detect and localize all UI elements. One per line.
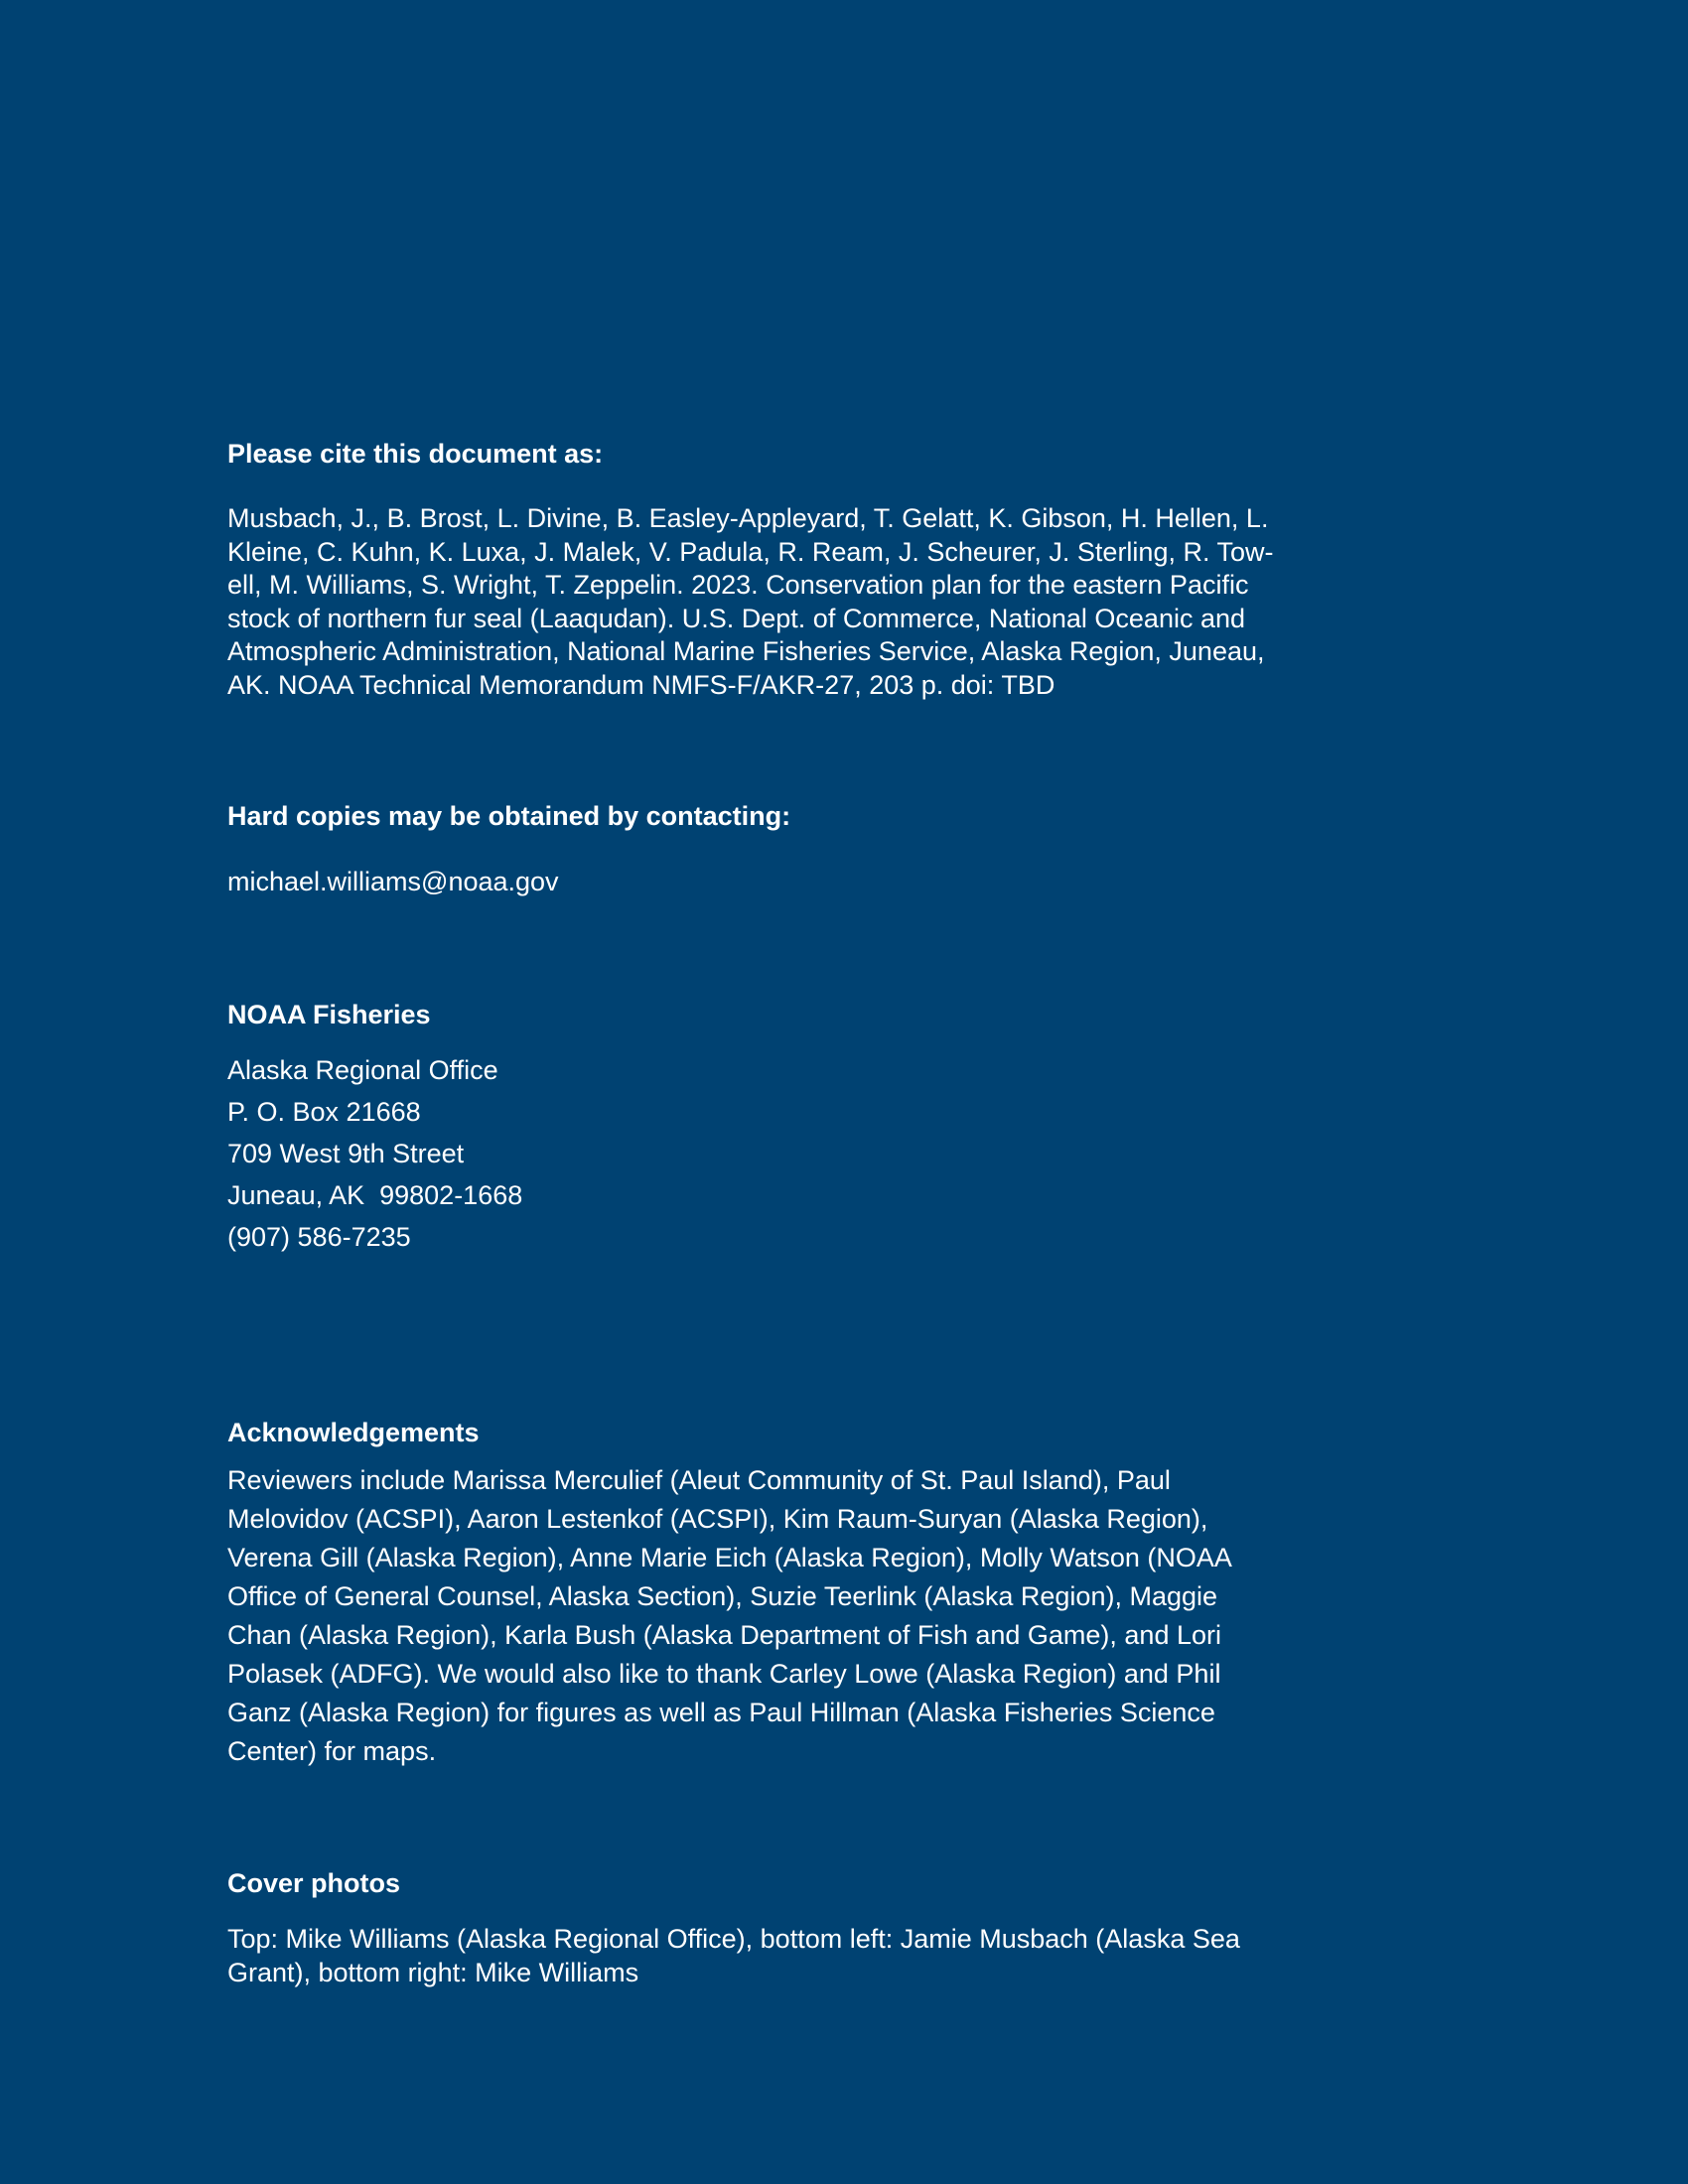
phone-number: (907) 586-7235 [227, 1222, 411, 1252]
office-name: Alaska Regional Office [227, 1055, 498, 1085]
noaa-fisheries-heading: NOAA Fisheries [227, 1000, 431, 1029]
hard-copies-heading: Hard copies may be obtained by contacting: [227, 801, 791, 831]
noaa-fisheries-section [227, 998, 1320, 1258]
citation-heading: Please cite this document as: [227, 439, 604, 469]
citation-section [227, 437, 1320, 702]
acknowledgements-section [227, 1416, 1320, 1771]
citation-text: Musbach, J., B. Brost, L. Divine, B. Easley-Appleyard, T. Gelatt, K. Gibson, H. Hellen, L. Kleine, C. Kuhn, K. Luxa, J. Malek, V. Padula, R. Ream, J. Scheurer, J. Sterling, R. Tow- ell, M. Williams, S. Wright, T. Zeppelin. 2023. Conservation plan for the eastern Pacific stock of northern fur seal (Laaqudan). U.S. Dept. of Commerce, National Oceanic and Atmospheric Administration, National Marine Fisheries Service, Alaska Region, Juneau, AK. NOAA Technical Memorandum NMFS-F/AKR-27, 203 p. doi: TBD [227, 503, 1274, 700]
cover-photos-heading: Cover photos [227, 1868, 401, 1898]
acknowledgements-text: Reviewers include Marissa Merculief (Aleut Community of St. Paul Island), Paul Melovidov (ACSPI), Aaron Lestenkof (ACSPI), Kim Raum-Suryan (Alaska Region), Verena Gill (Alaska Region), Anne Marie Eich (Alaska Region), Molly Watson (NOAA Office of General Counsel, Alaska Section), Suzie Teerlink (Alaska Region), Maggie Chan (Alaska Region), Karla Bush (Alaska Department of Fish and Game), and Lori Polasek (ADFG). We would also like to thank Carley Lowe (Alaska Region) and Phil Ganz (Alaska Region) for figures as well as Paul Hillman (Alaska Fisheries Science Center) for maps. [227, 1465, 1232, 1766]
contact-email-link[interactable]: michael.williams@noaa.gov [227, 867, 559, 896]
city-state-zip: Juneau, AK 99802-1668 [227, 1180, 523, 1210]
cover-photos-text: Top: Mike Williams (Alaska Regional Office), bottom left: Jamie Musbach (Alaska Sea Grant), bottom right: Mike Williams [227, 1924, 1240, 1987]
street-address: 709 West 9th Street [227, 1139, 465, 1168]
hard-copies-section [227, 799, 1320, 898]
noaa-address [227, 1049, 1320, 1258]
acknowledgements-heading: Acknowledgements [227, 1418, 480, 1447]
po-box: P. O. Box 21668 [227, 1097, 421, 1127]
cover-photos-section [227, 1866, 1320, 1989]
